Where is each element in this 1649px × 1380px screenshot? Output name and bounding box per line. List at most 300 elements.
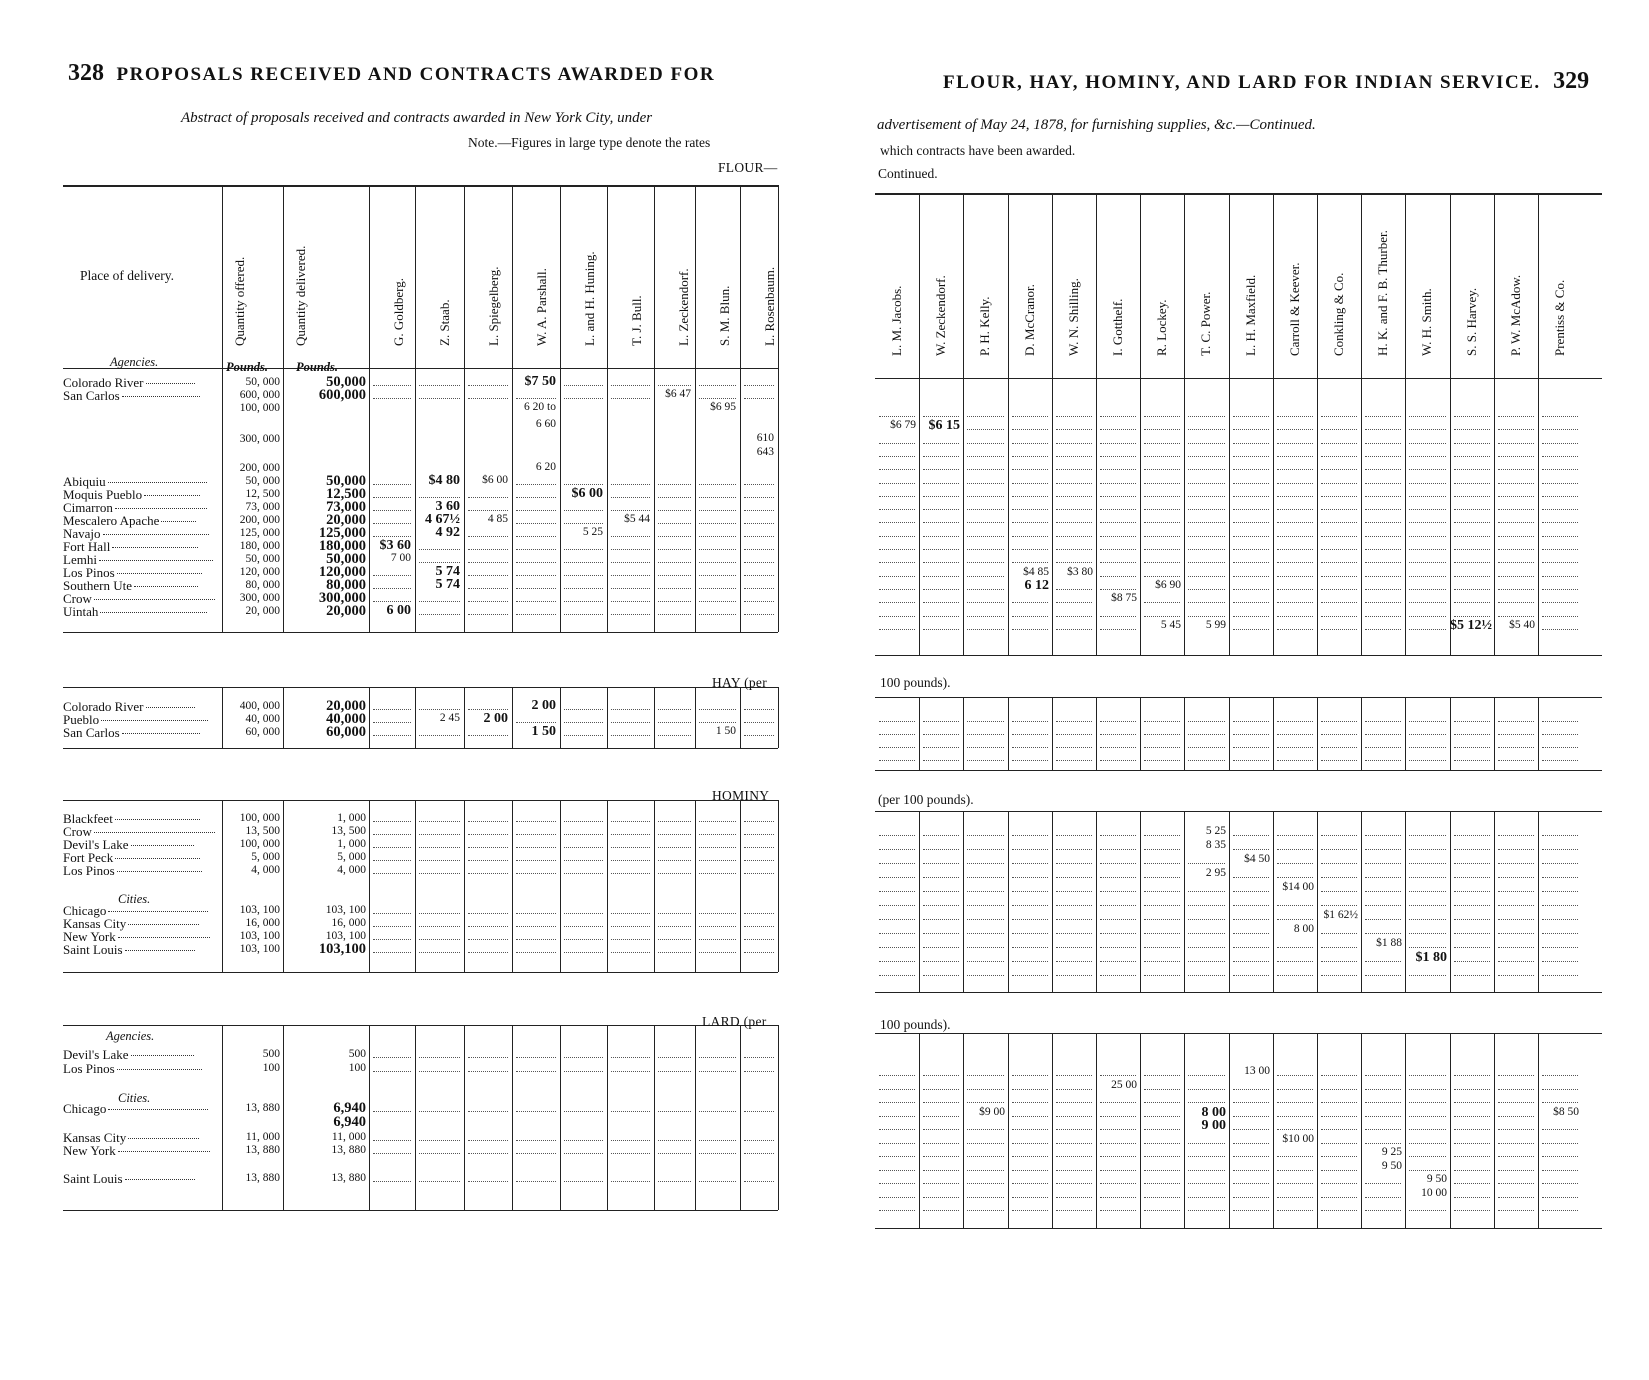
empty-cell-dots [1233, 747, 1269, 748]
empty-cell-dots [468, 536, 508, 537]
empty-cell-dots [419, 821, 460, 822]
column-rule [919, 697, 920, 770]
empty-cell-dots [1277, 629, 1313, 630]
empty-cell-dots [516, 834, 556, 835]
empty-cell-dots [967, 443, 1004, 444]
leader-dots [131, 845, 195, 846]
column-rule [740, 185, 741, 632]
empty-cell-dots [1321, 721, 1357, 722]
column-rule [1538, 697, 1539, 770]
empty-cell-dots [564, 860, 603, 861]
bid-value: 2 95 [1205, 867, 1226, 879]
bid-value: 643 [756, 446, 774, 458]
bidder-column-label: W. Zeckendorf. [933, 275, 948, 356]
empty-cell-dots [1012, 1102, 1048, 1103]
empty-cell-dots [1498, 1156, 1534, 1157]
empty-cell-dots [1542, 429, 1578, 430]
empty-cell-dots [1056, 1129, 1092, 1130]
place-label: New York [63, 1143, 116, 1158]
pounds-unit-offered: Pounds. [226, 360, 269, 374]
empty-cell-dots [1409, 933, 1446, 934]
empty-cell-dots [516, 497, 556, 498]
empty-cell-dots [611, 834, 650, 835]
empty-cell-dots [1144, 1129, 1180, 1130]
empty-cell-dots [658, 510, 691, 511]
column-rule [1229, 811, 1230, 992]
empty-cell-dots [468, 926, 508, 927]
column-rule [1538, 1033, 1539, 1228]
empty-cell-dots [1454, 469, 1490, 470]
empty-cell-dots [1542, 747, 1578, 748]
empty-cell-dots [1498, 616, 1534, 617]
quantity-delivered: 4, 000 [337, 864, 366, 876]
empty-cell-dots [923, 975, 959, 976]
place-label: Fort Hall [63, 539, 111, 554]
empty-cell-dots [744, 484, 774, 485]
empty-cell-dots [658, 562, 691, 563]
empty-cell-dots [1498, 1102, 1534, 1103]
empty-cell-dots [1454, 919, 1490, 920]
empty-cell-dots [967, 1156, 1004, 1157]
empty-cell-dots [1365, 456, 1401, 457]
empty-cell-dots [1188, 721, 1225, 722]
empty-cell-dots [1233, 947, 1269, 948]
empty-cell-dots [879, 1170, 915, 1171]
empty-cell-dots [564, 588, 603, 589]
empty-cell-dots [1498, 721, 1534, 722]
empty-cell-dots [1233, 1129, 1269, 1130]
empty-cell-dots [1498, 443, 1534, 444]
empty-cell-dots [1454, 1183, 1490, 1184]
empty-cell-dots [1056, 734, 1092, 735]
empty-cell-dots [1100, 616, 1136, 617]
leader-dots [128, 1138, 199, 1139]
empty-cell-dots [1365, 891, 1401, 892]
empty-cell-dots [1056, 443, 1092, 444]
empty-cell-dots [468, 834, 508, 835]
empty-cell-dots [1144, 469, 1180, 470]
empty-cell-dots [1542, 589, 1578, 590]
column-rule [464, 185, 465, 632]
empty-cell-dots [744, 575, 774, 576]
empty-cell-dots [468, 952, 508, 953]
empty-cell-dots [1498, 429, 1534, 430]
empty-cell-dots [1277, 1129, 1313, 1130]
quantity-delivered: 50,000 [326, 374, 366, 390]
empty-cell-dots [1100, 536, 1136, 537]
empty-cell-dots [1365, 576, 1401, 577]
bid-value: 5 74 [435, 564, 460, 579]
empty-cell-dots [1144, 576, 1180, 577]
empty-cell-dots [1012, 933, 1048, 934]
empty-cell-dots [1365, 835, 1401, 836]
empty-cell-dots [373, 722, 411, 723]
quantity-delivered: 125,000 [318, 525, 366, 541]
empty-cell-dots [373, 1057, 411, 1058]
empty-cell-dots [923, 496, 959, 497]
empty-cell-dots [1144, 496, 1180, 497]
empty-cell-dots [1233, 616, 1269, 617]
column-rule [1096, 811, 1097, 992]
column-head-label: L. Spiegelberg. [486, 266, 501, 346]
place-name [63, 1048, 194, 1061]
empty-cell-dots [744, 614, 774, 615]
empty-cell-dots [419, 1181, 460, 1182]
hominy-bottom-rule [63, 972, 778, 973]
empty-cell-dots [1100, 933, 1136, 934]
place-name [63, 864, 202, 877]
quantity-offered: 103, 100 [239, 943, 280, 955]
column-rule [740, 687, 741, 748]
empty-cell-dots [1012, 721, 1048, 722]
column-rule [1052, 811, 1053, 992]
empty-cell-dots [373, 398, 411, 399]
empty-cell-dots [923, 947, 959, 948]
column-rule [1450, 697, 1451, 770]
column-rule [1184, 193, 1185, 655]
empty-cell-dots [1277, 443, 1313, 444]
empty-cell-dots [1498, 1116, 1534, 1117]
empty-cell-dots [1321, 1210, 1357, 1211]
empty-cell-dots [1277, 721, 1313, 722]
place-label: Southern Ute [63, 578, 132, 593]
empty-cell-dots [516, 860, 556, 861]
empty-cell-dots [1277, 496, 1313, 497]
empty-cell-dots [1321, 562, 1357, 563]
bid-value: 9 50 [1426, 1173, 1447, 1185]
pounds-unit-delivered: Pounds. [296, 360, 339, 374]
empty-cell-dots [923, 509, 959, 510]
empty-cell-dots [699, 562, 736, 563]
empty-cell-dots [1012, 947, 1048, 948]
column-head-label: L. Rosenbaum. [762, 266, 777, 346]
empty-cell-dots [744, 1153, 774, 1154]
leader-dots [125, 950, 196, 951]
empty-cell-dots [468, 939, 508, 940]
quantity-offered: 4, 000 [251, 864, 280, 876]
empty-cell-dots [1233, 1170, 1269, 1171]
empty-cell-dots [611, 873, 650, 874]
empty-cell-dots [1012, 760, 1048, 761]
empty-cell-dots [879, 1089, 915, 1090]
empty-cell-dots [1012, 509, 1048, 510]
empty-cell-dots [419, 497, 460, 498]
empty-cell-dots [1454, 1170, 1490, 1171]
empty-cell-dots [744, 588, 774, 589]
empty-cell-dots [923, 589, 959, 590]
empty-cell-dots [1498, 1210, 1534, 1211]
quantity-delivered: 60,000 [326, 724, 366, 740]
empty-cell-dots [564, 510, 603, 511]
empty-cell-dots [419, 601, 460, 602]
empty-cell-dots [1100, 549, 1136, 550]
empty-cell-dots [1409, 469, 1446, 470]
empty-cell-dots [419, 1140, 460, 1141]
place-label: Navajo [63, 526, 101, 541]
empty-cell-dots [699, 549, 736, 550]
empty-cell-dots [1056, 877, 1092, 878]
empty-cell-dots [879, 536, 915, 537]
empty-cell-dots [1012, 602, 1048, 603]
column-rule [1494, 1033, 1495, 1228]
empty-cell-dots [1321, 760, 1357, 761]
empty-cell-dots [1542, 877, 1578, 878]
empty-cell-dots [879, 483, 915, 484]
empty-cell-dots [611, 709, 650, 710]
empty-cell-dots [1365, 1089, 1401, 1090]
empty-cell-dots [1144, 1075, 1180, 1076]
empty-cell-dots [1012, 1170, 1048, 1171]
bidder-column-label: P. W. McAdow. [1508, 274, 1523, 356]
empty-cell-dots [1233, 734, 1269, 735]
empty-cell-dots [879, 961, 915, 962]
empty-cell-dots [1144, 835, 1180, 836]
empty-cell-dots [1454, 961, 1490, 962]
empty-cell-dots [1542, 1089, 1578, 1090]
empty-cell-dots [1365, 721, 1401, 722]
empty-cell-dots [564, 952, 603, 953]
empty-cell-dots [1012, 975, 1048, 976]
empty-cell-dots [373, 1153, 411, 1154]
column-rule [1096, 697, 1097, 770]
empty-cell-dots [1542, 947, 1578, 948]
empty-cell-dots [1277, 863, 1313, 864]
empty-cell-dots [611, 1181, 650, 1182]
empty-cell-dots [1498, 863, 1534, 864]
empty-cell-dots [1409, 919, 1446, 920]
empty-cell-dots [1144, 429, 1180, 430]
empty-cell-dots [1144, 1197, 1180, 1198]
place-of-delivery-head: Place of delivery. [80, 268, 174, 283]
empty-cell-dots [1498, 1129, 1534, 1130]
column-rule [1494, 811, 1495, 992]
place-label: Colorado River [63, 375, 144, 390]
empty-cell-dots [516, 1057, 556, 1058]
empty-cell-dots [1542, 734, 1578, 735]
agencies-subhead: Agencies. [110, 355, 159, 369]
lard-bottom-rule [63, 1210, 778, 1211]
column-head-label: L. Zeckendorf. [676, 268, 691, 346]
empty-cell-dots [699, 1071, 736, 1072]
empty-cell-dots [1188, 734, 1225, 735]
empty-cell-dots [1233, 536, 1269, 537]
empty-cell-dots [1012, 877, 1048, 878]
empty-cell-dots [923, 549, 959, 550]
empty-cell-dots [419, 709, 460, 710]
bidder-column-label: L. M. Jacobs. [889, 285, 904, 356]
bidder-column-label: Prentiss & Co. [1552, 279, 1567, 356]
empty-cell-dots [1454, 933, 1490, 934]
empty-cell-dots [1100, 1170, 1136, 1171]
empty-cell-dots [1365, 443, 1401, 444]
empty-cell-dots [1056, 483, 1092, 484]
empty-cell-dots [1056, 919, 1092, 920]
empty-cell-dots [1100, 456, 1136, 457]
empty-cell-dots [1498, 562, 1534, 563]
empty-cell-dots [1498, 456, 1534, 457]
column-rule [695, 1025, 696, 1210]
bid-value: 2 45 [439, 712, 460, 724]
empty-cell-dots [468, 913, 508, 914]
empty-cell-dots [564, 562, 603, 563]
empty-cell-dots [923, 863, 959, 864]
empty-cell-dots [1144, 747, 1180, 748]
right-header-title: FLOUR, HAY, HOMINY, AND LARD FOR INDIAN SERVICE. [943, 72, 1541, 93]
empty-cell-dots [1498, 919, 1534, 920]
empty-cell-dots [1100, 443, 1136, 444]
empty-cell-dots [564, 1057, 603, 1058]
empty-cell-dots [1409, 1089, 1446, 1090]
empty-cell-dots [923, 877, 959, 878]
empty-cell-dots [1233, 549, 1269, 550]
column-rule [1273, 193, 1274, 655]
empty-cell-dots [1144, 961, 1180, 962]
empty-cell-dots [1365, 760, 1401, 761]
empty-cell-dots [923, 747, 959, 748]
empty-cell-dots [373, 523, 411, 524]
empty-cell-dots [373, 926, 411, 927]
hay-top-rule [63, 687, 778, 688]
empty-cell-dots [516, 847, 556, 848]
empty-cell-dots [1365, 416, 1401, 417]
empty-cell-dots [923, 961, 959, 962]
empty-cell-dots [1056, 975, 1092, 976]
empty-cell-dots [744, 549, 774, 550]
empty-cell-dots [1056, 602, 1092, 603]
empty-cell-dots [1365, 747, 1401, 748]
empty-cell-dots [879, 416, 915, 417]
empty-cell-dots [468, 1111, 508, 1112]
bid-value: $4 80 [428, 473, 460, 488]
empty-cell-dots [658, 709, 691, 710]
quantity-offered: 11, 000 [245, 1131, 280, 1143]
empty-cell-dots [1188, 496, 1225, 497]
empty-cell-dots [1277, 961, 1313, 962]
empty-cell-dots [1454, 589, 1490, 590]
empty-cell-dots [879, 721, 915, 722]
quantity-offered: 73, 000 [245, 501, 280, 513]
empty-cell-dots [658, 385, 691, 386]
empty-cell-dots [1321, 1156, 1357, 1157]
column-rule [1317, 193, 1318, 655]
quantity-delivered: 13, 880 [331, 1172, 366, 1184]
bid-value: 8 00 [1201, 1104, 1226, 1120]
empty-cell-dots [1277, 1210, 1313, 1211]
empty-cell-dots [744, 834, 774, 835]
empty-cell-dots [1542, 522, 1578, 523]
empty-cell-dots [468, 735, 508, 736]
empty-cell-dots [516, 575, 556, 576]
column-rule [778, 687, 779, 748]
empty-cell-dots [1144, 1143, 1180, 1144]
empty-cell-dots [658, 821, 691, 822]
bid-value: $5 12½ [1450, 617, 1492, 633]
bid-value: 5 25 [1205, 825, 1226, 837]
empty-cell-dots [1188, 933, 1225, 934]
quantity-delivered: 103, 100 [325, 930, 366, 942]
column-rule [560, 185, 561, 632]
empty-cell-dots [1100, 734, 1136, 735]
empty-cell-dots [419, 1071, 460, 1072]
quantity-delivered: 40,000 [326, 711, 366, 727]
left-subtitle: Abstract of proposals received and contracts awarded in New York City, under [181, 110, 653, 126]
quantity-offered: 13, 880 [245, 1102, 280, 1114]
empty-cell-dots [1542, 536, 1578, 537]
empty-cell-dots [1144, 522, 1180, 523]
empty-cell-dots [879, 947, 915, 948]
empty-cell-dots [1012, 1129, 1048, 1130]
place-label: Chicago [63, 903, 107, 918]
right-hominy-top-rule [875, 811, 1602, 812]
empty-cell-dots [1498, 589, 1534, 590]
place-label: Fort Peck [63, 850, 114, 865]
empty-cell-dots [1233, 1183, 1269, 1184]
lard-bottom-rule [875, 1228, 1602, 1229]
quantity-offered: 120, 000 [239, 566, 280, 578]
empty-cell-dots [658, 1111, 691, 1112]
quantity-delivered: 20,000 [326, 698, 366, 714]
empty-cell-dots [1498, 1183, 1534, 1184]
empty-cell-dots [419, 952, 460, 953]
empty-cell-dots [967, 536, 1004, 537]
empty-cell-dots [1277, 734, 1313, 735]
empty-cell-dots [1409, 629, 1446, 630]
empty-cell-dots [923, 1116, 959, 1117]
empty-cell-dots [1056, 905, 1092, 906]
empty-cell-dots [1188, 947, 1225, 948]
bid-value: 6 60 [535, 418, 556, 430]
empty-cell-dots [1498, 849, 1534, 850]
empty-cell-dots [1498, 905, 1534, 906]
agencies-subhead: Agencies. [106, 1029, 155, 1043]
empty-cell-dots [1542, 616, 1578, 617]
bid-value: 9 50 [1381, 1159, 1402, 1172]
empty-cell-dots [1409, 416, 1446, 417]
empty-cell-dots [879, 562, 915, 563]
column-head-label: Quantity delivered. [293, 245, 308, 346]
empty-cell-dots [1409, 975, 1446, 976]
empty-cell-dots [611, 536, 650, 537]
empty-cell-dots [658, 484, 691, 485]
column-rule [1361, 811, 1362, 992]
column-rule [963, 811, 964, 992]
empty-cell-dots [879, 589, 915, 590]
empty-cell-dots [967, 629, 1004, 630]
empty-cell-dots [373, 860, 411, 861]
bid-value: 9 25 [1381, 1146, 1402, 1158]
empty-cell-dots [468, 1057, 508, 1058]
empty-cell-dots [699, 913, 736, 914]
empty-cell-dots [658, 939, 691, 940]
empty-cell-dots [1409, 835, 1446, 836]
column-rule [607, 1025, 608, 1210]
empty-cell-dots [1144, 933, 1180, 934]
empty-cell-dots [1056, 1170, 1092, 1171]
column-rule [1008, 1033, 1009, 1228]
empty-cell-dots [1542, 849, 1578, 850]
column-rule [560, 800, 561, 972]
empty-cell-dots [1188, 562, 1225, 563]
quantity-offered: 200, 000 [239, 462, 280, 474]
empty-cell-dots [1365, 933, 1401, 934]
column-rule [919, 811, 920, 992]
column-rule [512, 800, 513, 972]
column-rule [369, 800, 370, 972]
right-subtitle: advertisement of May 24, 1878, for furnishing supplies, &c.—Continued. [877, 117, 1316, 133]
empty-cell-dots [611, 1140, 650, 1141]
column-rule [654, 1025, 655, 1210]
bid-value: $3 60 [379, 538, 411, 553]
